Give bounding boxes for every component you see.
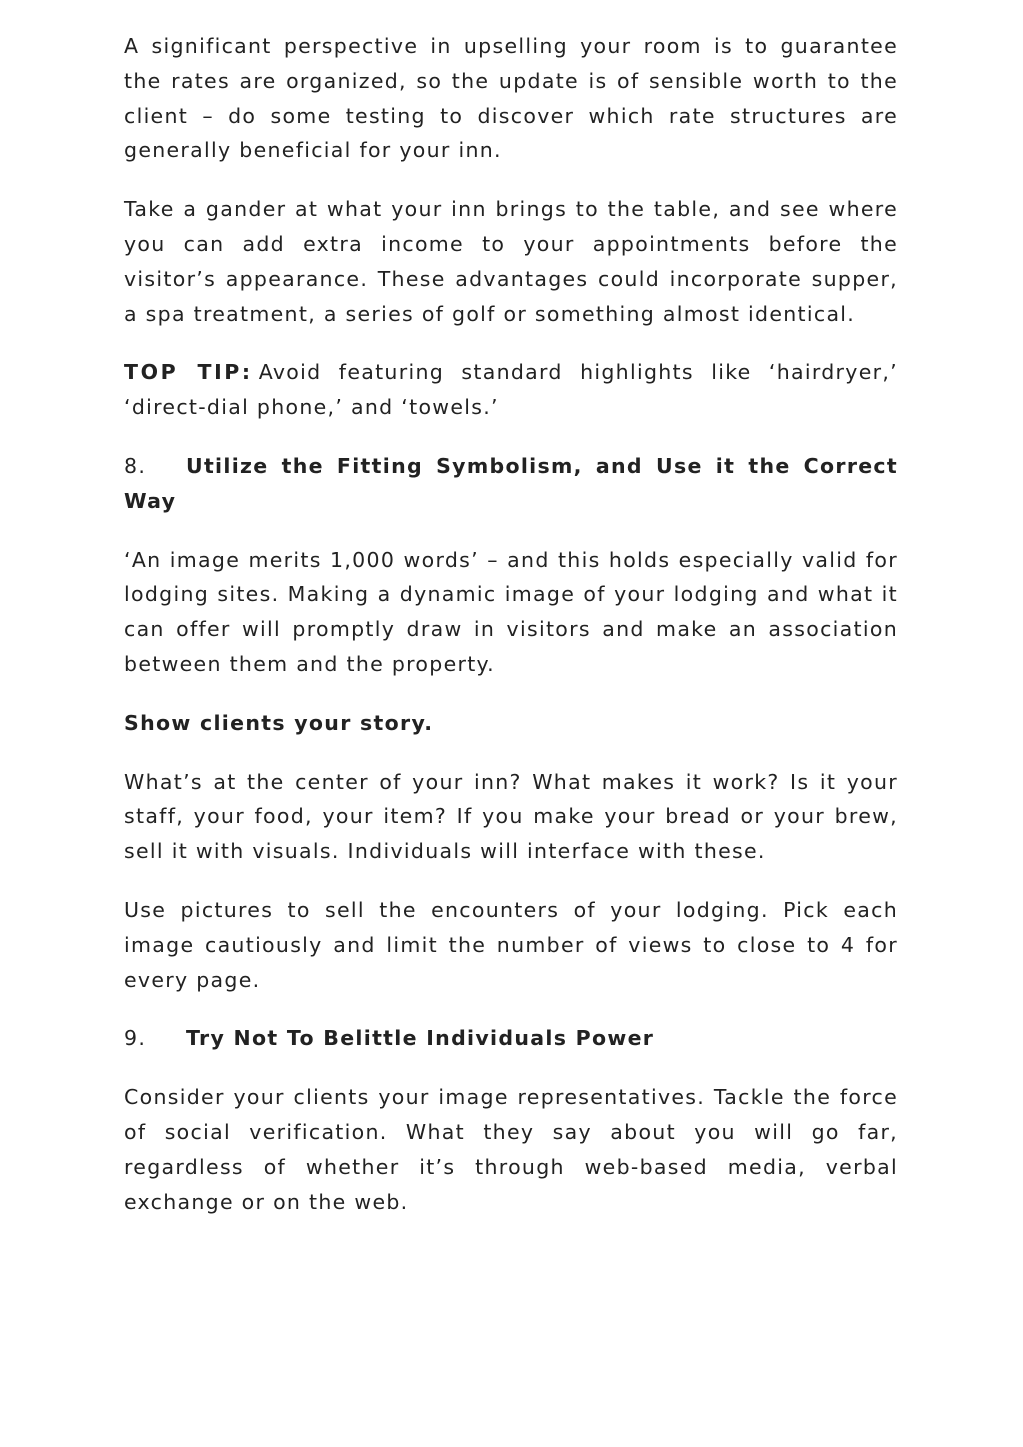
section-number-8: 8. (124, 453, 147, 478)
top-tip-text: Avoid featuring standard highlights like ‘hairdryer,’ ‘direct-dial phone,’ and ‘towels.’ (124, 360, 898, 420)
section-title-8: Utilize the Fitting Symbolism, and Use it the Correct Way (124, 453, 898, 513)
paragraph-extra-income: Take a gander at what your inn brings to the table, and see where you can add extra income to your appointments before the visitor’s appearance. These advantages could incorporate supper, a spa treatment, a series of golf or something almost identical. (124, 197, 898, 326)
section-title-9: Try Not To Belittle Individuals Power (186, 1026, 655, 1051)
top-tip-label: TOP TIP: (124, 360, 253, 385)
paragraph-rate-structures: A significant perspective in upselling your room is to guarantee the rates are organized, so the update is of sensible worth to the client – do some testing to discover which rate structures are generally beneficial for your inn. (124, 34, 898, 163)
section-number-9: 9. (124, 1026, 147, 1051)
top-tip (124, 355, 898, 425)
paragraph-image-merits: ‘An image merits 1,000 words’ – and this holds especially valid for lodging sites. Making a dynamic image of your lodging and what it can offer will promptly draw in visitors and make an association between them and the property. (124, 547, 898, 676)
document-page (124, 29, 898, 1219)
paragraph-center-of-inn: What’s at the center of your inn? What makes it work? Is it your staff, your food, your item? If you make your bread or your brew, sell it with visuals. Individuals will interface with these. (124, 769, 898, 864)
subheading-show-story: Show clients your story. (124, 710, 434, 735)
section-heading-9 (124, 1021, 898, 1056)
paragraph-use-pictures: Use pictures to sell the encounters of your lodging. Pick each image cautiously and limit the number of views to close to 4 for every page. (124, 897, 898, 992)
section-heading-8 (124, 449, 898, 519)
paragraph-social-verification: Consider your clients your image representatives. Tackle the force of social verification. What they say about you will go far, regardless of whether it’s through web-based media, verbal exchange or on the web. (124, 1085, 898, 1214)
